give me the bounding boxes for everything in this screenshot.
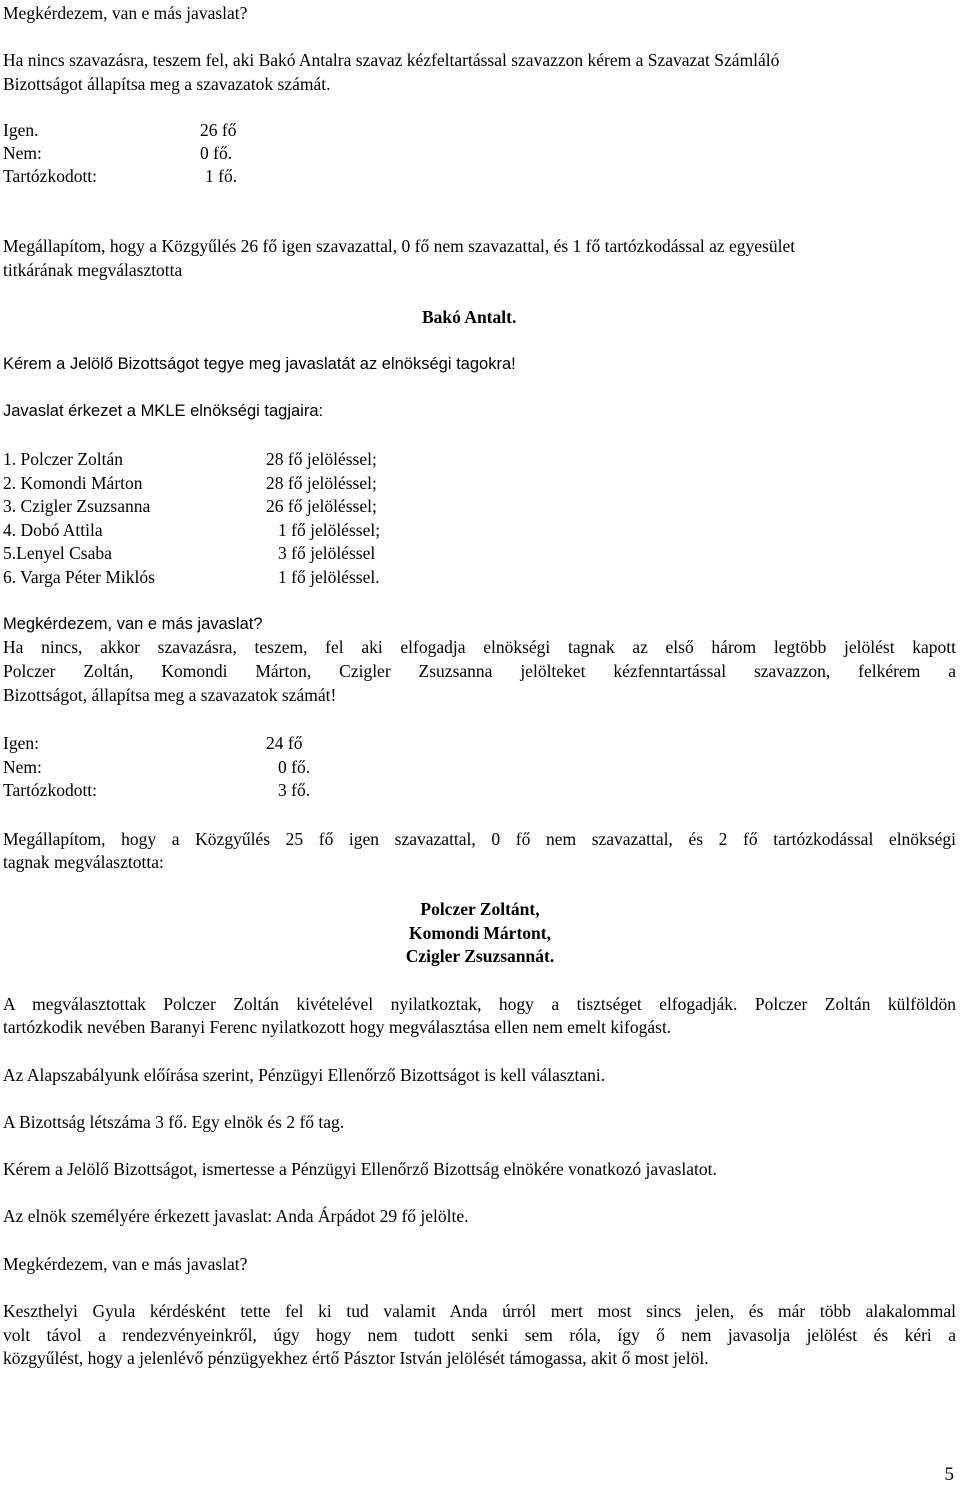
paragraph-line: közgyűlést, hogy a jelenlévő pénzügyekhez értő Pásztor István jelölését támogassa, akit ő most jelöl. [3, 1348, 709, 1368]
line-text: volt távol a rendezvényeinkről, úgy hogy nem tudott senki sem róla, így ő nem javasolja jelölést és kéri a [3, 1325, 956, 1345]
vote-value: 26 fő [200, 120, 237, 140]
nominee-count: 28 fő jelöléssel; [266, 473, 377, 493]
paragraph-line: titkárának megválasztotta [3, 260, 183, 280]
paragraph-line [3, 639, 956, 657]
paragraph-line [3, 1327, 956, 1345]
vote-label: Igen. [3, 120, 39, 140]
question-line: Megkérdezem, van e más javaslat? [3, 615, 263, 633]
paragraph-line [3, 663, 956, 681]
vote-value: 0 fő. [278, 757, 311, 777]
page-number: 5 [944, 1464, 954, 1485]
vote-value: 24 fő [266, 733, 303, 753]
nominee-count: 28 fő jelöléssel; [266, 449, 377, 469]
line-text: A megválasztottak Polczer Zoltán kivételével nyilatkoztak, hogy a tisztséget elfogadják. Polczer Zoltán külföldön [3, 994, 956, 1014]
nominee-count: 3 fő jelöléssel [278, 543, 376, 563]
vote-value: 0 fő. [200, 143, 233, 163]
line-text: Megállapítom, hogy a Közgyűlés 25 fő igen szavazattal, 0 fő nem szavazattal, és 2 fő tartózkodással elnökségi [3, 829, 956, 849]
vote-label: Tartózkodott: [3, 780, 98, 800]
paragraph-line [3, 1303, 956, 1321]
paragraph-line: Bizottságot, állapítsa meg a szavazatok számát! [3, 685, 337, 705]
line-text: Keszthelyi Gyula kérdésként tette fel ki tud valamit Anda úrról mert most sincs jelen, és már több alakalommal [3, 1301, 956, 1321]
vote-label: Tartózkodott: [3, 166, 98, 186]
paragraph-line [3, 996, 956, 1014]
nominee-count: 1 fő jelöléssel; [278, 520, 381, 540]
paragraph-line: Megállapítom, hogy a Közgyűlés 26 fő igen szavazattal, 0 fő nem szavazattal, és 1 fő tartózkodással az egyesület [3, 236, 796, 256]
paragraph-line: A Bizottság létszáma 3 fő. Egy elnök és 2 fő tag. [3, 1112, 345, 1132]
nominee-name: 2. Komondi Márton [3, 473, 143, 493]
paragraph-line [3, 831, 956, 849]
nominee-name: 5.Lenyel Csaba [3, 543, 112, 563]
paragraph-line: Kérem a Jelölő Bizottságot, ismertesse a Pénzügyi Ellenőrző Bizottság elnökére vonatkozó javaslatot. [3, 1159, 717, 1179]
question-line: Megkérdezem, van e más javaslat? [3, 1254, 248, 1274]
request-line: Kérem a Jelölő Bizottságot tegye meg javaslatát az elnökségi tagokra! [3, 355, 516, 373]
nominee-count: 26 fő jelöléssel; [266, 496, 377, 516]
vote-value: 1 fő. [205, 166, 238, 186]
elected-name: Komondi Mártont, [409, 923, 551, 943]
nominee-name: 3. Czigler Zsuzsanna [3, 496, 151, 516]
paragraph-line: tagnak megválasztotta: [3, 852, 164, 872]
paragraph-line: Az Alapszabályunk előírása szerint, Pénzügyi Ellenőrző Bizottságot is kell választani. [3, 1065, 606, 1085]
vote-label: Nem: [3, 757, 42, 777]
line-text: Polczer Zoltán, Komondi Márton, Czigler Zsuzsanna jelölteket kézfenntartással szavazzon, felkérem a [3, 661, 956, 681]
nominee-count: 1 fő jelöléssel. [278, 567, 380, 587]
question-line: Megkérdezem, van e más javaslat? [3, 3, 248, 23]
paragraph-line: tartózkodik nevében Baranyi Ferenc nyilatkozott hogy megválasztása ellen nem emelt kifogást. [3, 1017, 672, 1037]
nominee-name: 1. Polczer Zoltán [3, 449, 124, 469]
nominee-name: 6. Varga Péter Miklós [3, 567, 155, 587]
elected-name: Polczer Zoltánt, [420, 899, 540, 919]
paragraph-line: Bizottságot állapítsa meg a szavazatok számát. [3, 74, 331, 94]
vote-value: 3 fő. [278, 780, 311, 800]
elected-name: Czigler Zsuzsannát. [405, 946, 555, 966]
elected-name: Bakó Antalt. [422, 307, 517, 327]
vote-label: Nem: [3, 143, 42, 163]
paragraph-line: Ha nincs szavazásra, teszem fel, aki Bakó Antalra szavaz kézfeltartással szavazzon kérem a Szavazat Számláló [3, 50, 780, 70]
request-line: Javaslat érkezet a MKLE elnökségi tagjaira: [3, 402, 324, 420]
nominee-name: 4. Dobó Attila [3, 520, 103, 540]
paragraph-line: Az elnök személyére érkezett javaslat: Anda Árpádot 29 fő jelölte. [3, 1206, 469, 1226]
vote-label: Igen: [3, 733, 39, 753]
line-text: Ha nincs, akkor szavazásra, teszem, fel aki elfogadja elnökségi tagnak az első három legtöbb jelölést kapott [3, 637, 956, 657]
